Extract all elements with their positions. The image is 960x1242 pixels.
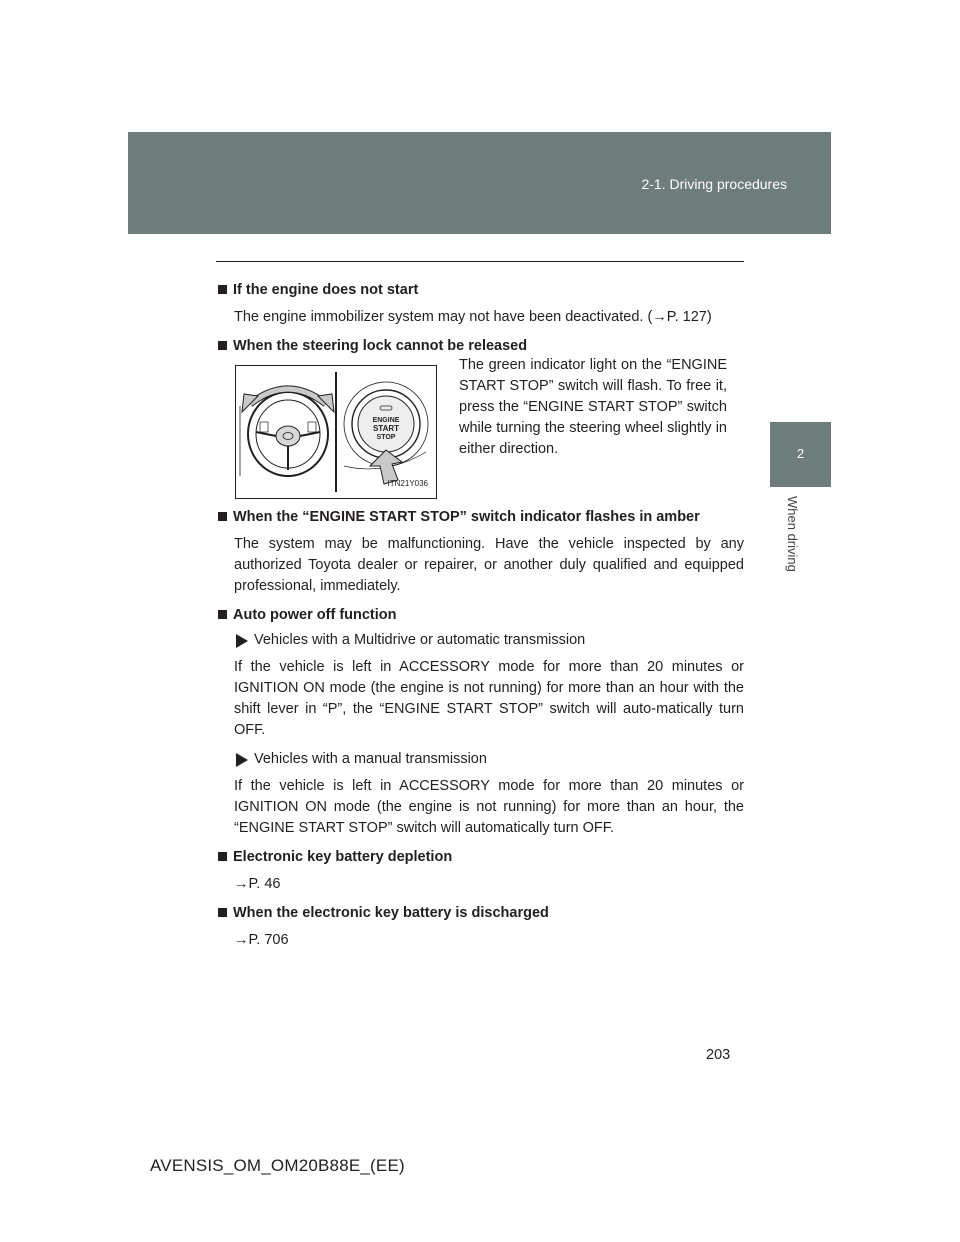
- page-content: [216, 280, 744, 951]
- button-label-start: START: [372, 424, 400, 433]
- section-heading: When the electronic key battery is discharged: [216, 903, 744, 924]
- square-bullet-icon: [218, 512, 227, 521]
- square-bullet-icon: [218, 610, 227, 619]
- section-text: The engine immobilizer system may not have been deactivated. (→P. 127): [234, 309, 712, 325]
- section-heading: When the “ENGINE START STOP” switch indicator flashes in amber: [216, 507, 744, 528]
- square-bullet-icon: [218, 908, 227, 917]
- steering-wheel-illustration: [235, 365, 437, 499]
- section-auto-power-off: [216, 605, 744, 839]
- button-label-stop: STOP: [376, 434, 396, 441]
- section-engine-not-start: [216, 280, 744, 328]
- section-heading: When the steering lock cannot be released: [216, 336, 744, 357]
- chapter-tab: [770, 422, 831, 487]
- triangle-bullet-icon: [236, 634, 248, 648]
- header-band: [128, 132, 831, 234]
- section-key-battery-discharged: [216, 903, 744, 951]
- sub-item-label: Vehicles with a Multidrive or automatic transmission: [234, 630, 744, 651]
- page-reference: →P. 706: [234, 932, 289, 948]
- page-reference: →P. 46: [234, 876, 281, 892]
- square-bullet-icon: [218, 341, 227, 350]
- square-bullet-icon: [218, 285, 227, 294]
- header-rule: [216, 261, 744, 262]
- sub-item-text: If the vehicle is left in ACCESSORY mode for more than 20 minutes or IGNITION ON mode (the engine is not running) for more than an hour with the shift lever in “P”, the “ENGINE START STOP” switch will auto-matically turn OFF.: [234, 659, 744, 738]
- sub-item-text: If the vehicle is left in ACCESSORY mode for more than 20 minutes or IGNITION ON mode (the engine is not running) for more than an hour, the “ENGINE START STOP” switch will automatically turn OFF.: [234, 778, 744, 836]
- button-label-engine: ENGINE: [372, 417, 400, 424]
- page-number: 203: [706, 1047, 731, 1063]
- section-steering-lock: [216, 336, 744, 499]
- figure-caption: The green indicator light on the “ENGINE START STOP” switch will flash. To free it, press the “ENGINE START STOP” switch while turning the steering wheel slightly in either direction.: [459, 357, 727, 457]
- sub-item-label: Vehicles with a manual transmission: [234, 749, 744, 770]
- section-text: The system may be malfunctioning. Have the vehicle inspected by any authorized Toyota dealer or repairer, or another duly qualified and equipped professional, immediately.: [234, 536, 744, 594]
- triangle-bullet-icon: [236, 753, 248, 767]
- figure-code: ITN21Y036: [387, 479, 428, 488]
- section-amber-indicator: [216, 507, 744, 597]
- section-heading: Auto power off function: [216, 605, 744, 626]
- section-heading: If the engine does not start: [216, 280, 744, 301]
- section-title: 2-1. Driving procedures: [641, 176, 787, 192]
- section-heading: Electronic key battery depletion: [216, 847, 744, 868]
- chapter-number: 2: [796, 446, 805, 461]
- square-bullet-icon: [218, 852, 227, 861]
- section-key-battery-depletion: [216, 847, 744, 895]
- figure-row: [216, 357, 744, 499]
- chapter-label: When driving: [785, 496, 800, 572]
- document-code: AVENSIS_OM_OM20B88E_(EE): [150, 1156, 405, 1175]
